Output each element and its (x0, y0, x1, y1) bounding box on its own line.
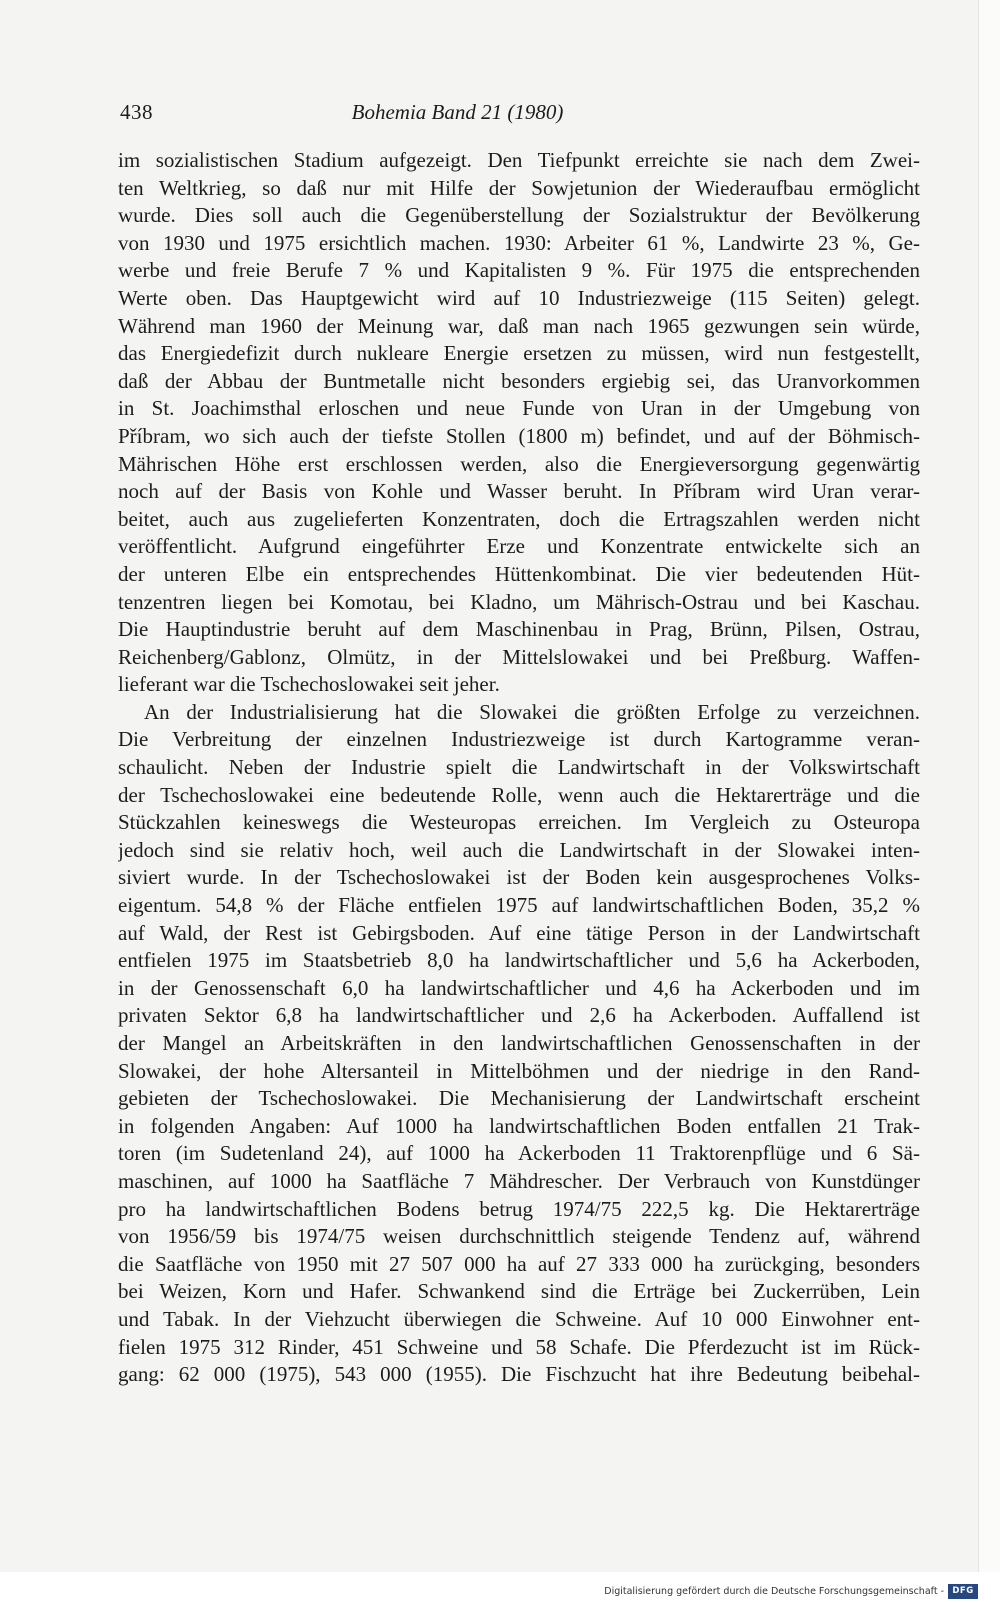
text-line: noch auf der Basis von Kohle und Wasser beruht. In Příbram wird Uran verar- (118, 479, 920, 504)
text-line: eigentum. 54,8 % der Fläche entfielen 1975 auf landwirtschaftlichen Boden, 35,2 % (118, 893, 920, 918)
text-line: entfielen 1975 im Staatsbetrieb 8,0 ha landwirtschaftlicher und 5,6 ha Ackerboden, (118, 948, 920, 973)
text-line: das Energiedefizit durch nukleare Energie ersetzen zu müssen, wird nun festgestellt, (118, 341, 920, 366)
text-line: veröffentlicht. Aufgrund eingeführter Erze und Konzentrate entwickelte sich an (118, 534, 920, 559)
text-line: wurde. Dies soll auch die Gegenüberstellung der Sozialstruktur der Bevölkerung (118, 203, 920, 228)
text-line: tenzentren liegen bei Komotau, bei Kladno, um Mährisch-Ostrau und bei Kaschau. (118, 589, 920, 614)
text-line: jedoch sind sie relativ hoch, weil auch die Landwirtschaft in der Slowakei inten- (118, 837, 920, 862)
text-line: ten Weltkrieg, so daß nur mit Hilfe der Sowjetunion der Wiederaufbau ermöglicht (118, 175, 920, 200)
scan-margin (978, 0, 1000, 1572)
digitization-note: Digitalisierung gefördert durch die Deutsche Forschungsgemeinschaft - (604, 1586, 944, 1597)
text-line: pro ha landwirtschaftlichen Bodens betrug 1974/75 222,5 kg. Die Hektarerträge (118, 1196, 920, 1221)
text-line: gang: 62 000 (1975), 543 000 (1955). Die Fischzucht hat ihre Bedeutung beibehal- (118, 1362, 920, 1387)
text-line: werbe und freie Berufe 7 % und Kapitalisten 9 %. Für 1975 die entsprechenden (118, 258, 920, 283)
text-line: Mährischen Höhe erst erschlossen werden, also die Energieversorgung gegenwärtig (118, 451, 920, 476)
text-line: der unteren Elbe ein entsprechendes Hüttenkombinat. Die vier bedeutenden Hüt- (118, 561, 920, 586)
text-line: fielen 1975 312 Rinder, 451 Schweine und 58 Schafe. Die Pferdezucht ist im Rück- (118, 1334, 920, 1359)
text-line: Stückzahlen keineswegs die Westeuropas erreichen. Im Vergleich zu Osteuropa (118, 810, 920, 835)
text-line: der Mangel an Arbeitskräften in den landwirtschaftlichen Genossenschaften in der (118, 1031, 920, 1055)
text-line: Die Hauptindustrie beruht auf dem Maschinenbau in Prag, Brünn, Pilsen, Ostrau, (118, 617, 920, 642)
running-title: Bohemia Band 21 (1980) (351, 100, 564, 124)
text-line: Während man 1960 der Meinung war, daß man nach 1965 gezwungen sein würde, (118, 313, 920, 338)
text-line: An der Industrialisierung hat die Slowakei die größten Erfolge zu verzeichnen. (144, 699, 920, 724)
text-line: beitet, auch aus zugelieferten Konzentraten, doch die Ertragszahlen werden nicht (118, 506, 920, 531)
text-line: privaten Sektor 6,8 ha landwirtschaftlicher und 2,6 ha Ackerboden. Auffallend ist (118, 1003, 920, 1028)
text-line: in St. Joachimsthal erloschen und neue Funde von Uran in der Umgebung von (118, 396, 920, 421)
text-line: auf Wald, der Rest ist Gebirgsboden. Auf eine tätige Person in der Landwirtschaft (118, 920, 920, 945)
text-line: die Saatfläche von 1950 mit 27 507 000 ha auf 27 333 000 ha zurückging, besonders (118, 1251, 920, 1276)
text-line: schaulicht. Neben der Industrie spielt die Landwirtschaft in der Volkswirtschaft (118, 755, 920, 780)
text-line: toren (im Sudetenland 24), auf 1000 ha Ackerboden 11 Traktorenpflüge und 6 Sä- (118, 1141, 920, 1166)
text-line: daß der Abbau der Buntmetalle nicht besonders ergiebig sei, das Uranvorkommen (118, 368, 920, 393)
text-line: lieferant war die Tschechoslowakei seit jeher. (118, 672, 500, 697)
text-line: Reichenberg/Gablonz, Olmütz, in der Mittelslowakei und bei Preßburg. Waffen- (118, 644, 920, 669)
text-line: und Tabak. In der Viehzucht überwiegen die Schweine. Auf 10 000 Einwohner ent- (118, 1306, 920, 1331)
text-line: Příbram, wo sich auch der tiefste Stollen (1800 m) befindet, und auf der Böhmisch- (118, 423, 920, 448)
dfg-logo-icon: DFG (948, 1584, 978, 1599)
page-number: 438 (120, 100, 153, 124)
digitization-footer (0, 1572, 1000, 1611)
text-line: siviert wurde. In der Tschechoslowakei ist der Boden kein ausgesprochenes Volks- (118, 865, 920, 890)
text-line: im sozialistischen Stadium aufgezeigt. Den Tiefpunkt erreichte sie nach dem Zwei- (118, 148, 920, 172)
body-text (118, 147, 920, 1557)
text-line: von 1956/59 bis 1974/75 weisen durchschnittlich steigende Tendenz auf, während (118, 1224, 920, 1249)
text-line: in folgenden Angaben: Auf 1000 ha landwirtschaftlichen Boden entfallen 21 Trak- (118, 1113, 920, 1138)
text-line: gebieten der Tschechoslowakei. Die Mechanisierung der Landwirtschaft erscheint (118, 1086, 920, 1111)
text-line: in der Genossenschaft 6,0 ha landwirtschaftlicher und 4,6 ha Ackerboden und im (118, 975, 920, 1000)
text-line: bei Weizen, Korn und Hafer. Schwankend sind die Erträge bei Zuckerrüben, Lein (118, 1279, 920, 1304)
text-line: maschinen, auf 1000 ha Saatfläche 7 Mähdrescher. Der Verbrauch von Kunstdünger (118, 1168, 920, 1193)
text-line: Slowakei, der hohe Altersanteil in Mittelböhmen und der niedrige in den Rand- (118, 1058, 920, 1083)
page-header (120, 100, 920, 134)
text-line: Werte oben. Das Hauptgewicht wird auf 10 Industriezweige (115 Seiten) gelegt. (118, 285, 920, 310)
text-line: der Tschechoslowakei eine bedeutende Rolle, wenn auch die Hektarerträge und die (118, 782, 920, 807)
text-line: Die Verbreitung der einzelnen Industriezweige ist durch Kartogramme veran- (118, 727, 920, 752)
text-line: von 1930 und 1975 ersichtlich machen. 1930: Arbeiter 61 %, Landwirte 23 %, Ge- (118, 230, 920, 255)
